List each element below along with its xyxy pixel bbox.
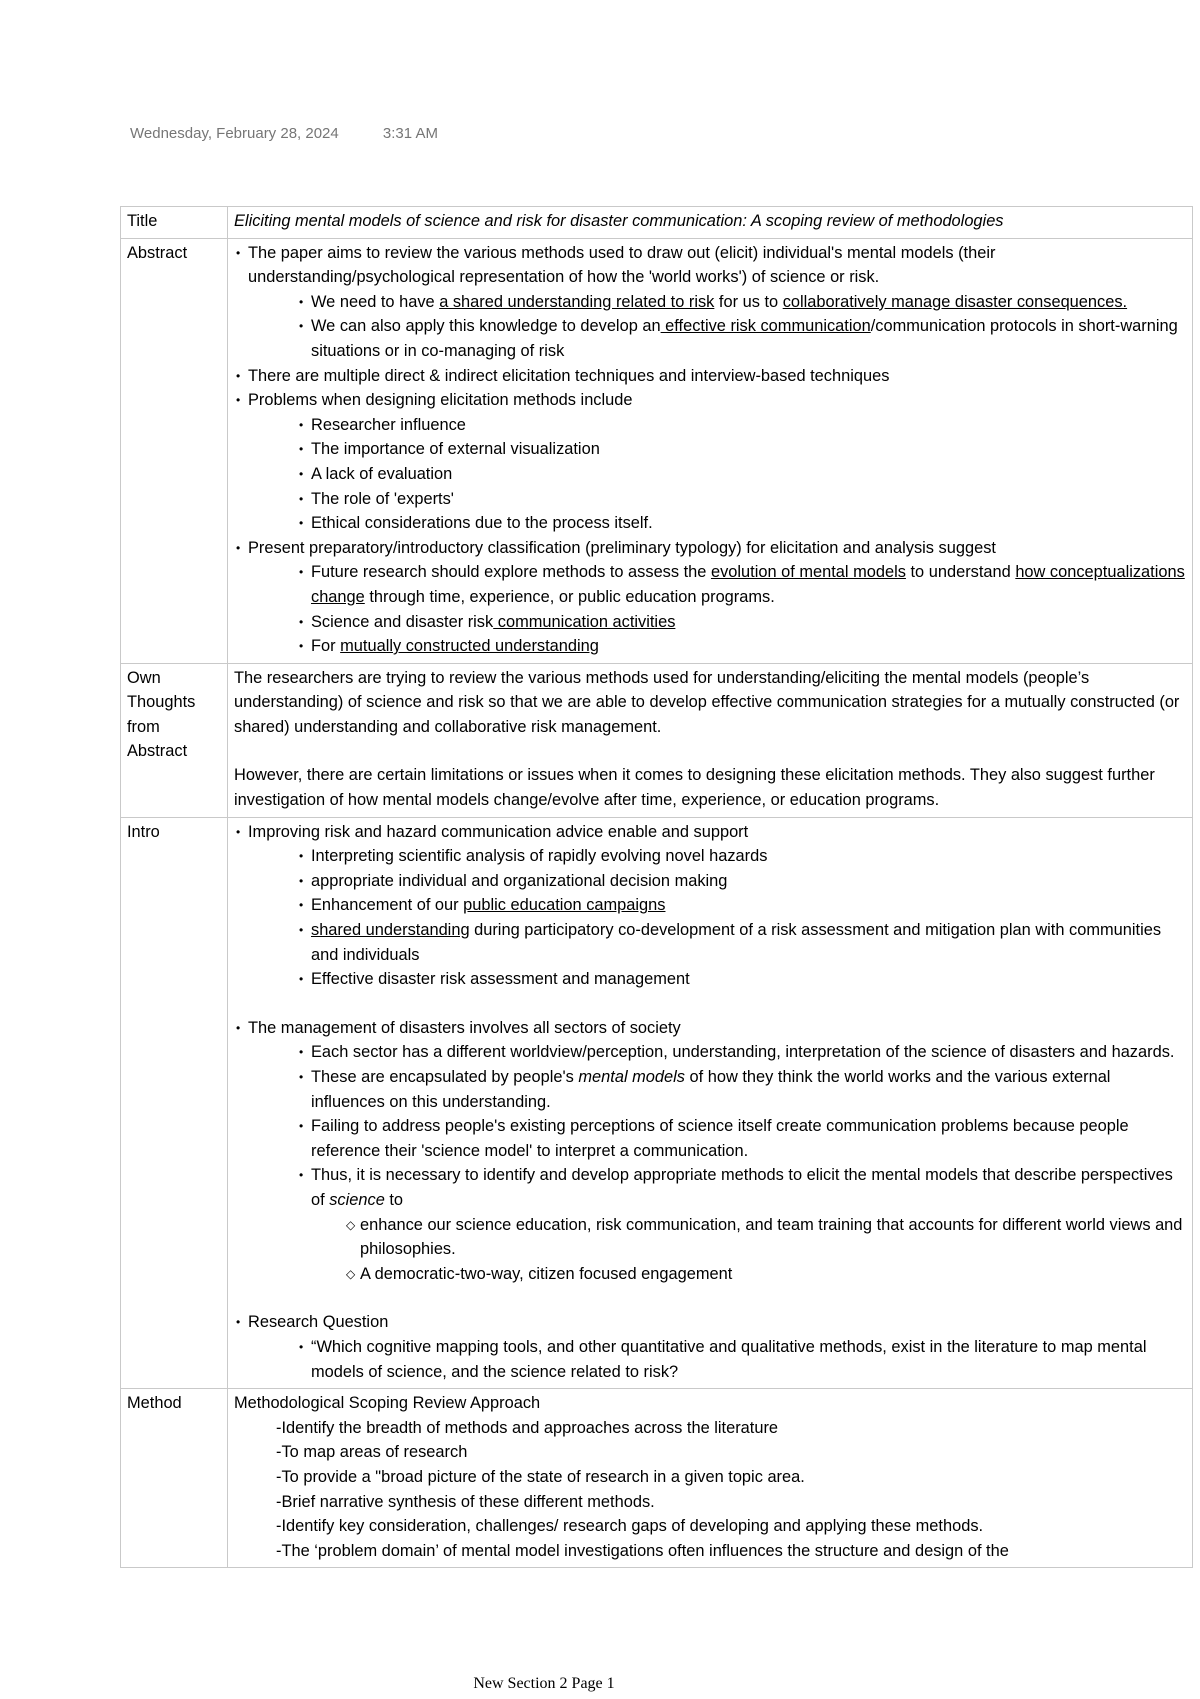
row-label-title: Title xyxy=(121,207,228,239)
list-item: • Present preparatory/introductory classification (preliminary typology) for elicitation and analysis suggest • Future research should explore methods to assess the evolution of mental models to understand how conceptualizations change through time, experience, or public education programs. • Science and disaster risk communication activities • For mutually constructed understanding xyxy=(234,536,1186,659)
notes-table xyxy=(120,206,1193,1568)
header-date: Wednesday, February 28, 2024 xyxy=(130,125,339,142)
list-item: • Research Question • “Which cognitive mapping tools, and other quantitative and qualitative methods, exist in the literature to map mental models of science, and the science related to risk? xyxy=(234,1310,1186,1384)
header-time: 3:31 AM xyxy=(382,125,438,142)
abstract-cell xyxy=(228,238,1193,663)
list-item: • Enhancement of our public education campaigns xyxy=(248,893,1186,918)
list-item: • A lack of evaluation xyxy=(248,462,1186,487)
list-item: • Failing to address people's existing perceptions of science itself create communication problems because people reference their 'science model' to interpret a communication. xyxy=(248,1114,1186,1163)
list-item: • The management of disasters involves all sectors of society • Each sector has a different worldview/perception, understanding, interpretation of the science of disasters and hazards. • These are encapsulated by people's mental models of how they think the world works and the various external influences on this understanding. • Failing to address people's existing perceptions of science itself create communication problems because people reference their 'science model' to interpret a communication. • Thus, it is necessary to identify and develop appropriate methods to elicit the mental models that describe perspectives of science to ◇ enhance our science education, risk communication, and team training that accounts for different world views and philosophies. ◇ A democratic-two-way, citizen focused engagement xyxy=(234,1016,1186,1287)
page-header xyxy=(130,125,438,142)
table-row-intro xyxy=(121,817,1193,1388)
list-item: • These are encapsulated by people's mental models of how they think the world works and the various external influences on this understanding. xyxy=(248,1065,1186,1114)
list-item: • Improving risk and hazard communication advice enable and support • Interpreting scientific analysis of rapidly evolving novel hazards • appropriate individual and organizational decision making • Enhancement of our public education campaigns • shared understanding during participatory co-development of a risk assessment and mitigation plan with communities and individuals • Effective disaster risk assessment and management xyxy=(234,820,1186,992)
method-item: -To map areas of research xyxy=(276,1443,468,1462)
table-row-title xyxy=(121,207,1193,239)
list-item: • Effective disaster risk assessment and management xyxy=(248,967,1186,992)
intro-cell xyxy=(228,817,1193,1388)
method-item: -The ‘problem domain’ of mental model investigations often influences the structure and design of the xyxy=(276,1541,1009,1560)
method-item: -Brief narrative synthesis of these different methods. xyxy=(276,1492,655,1511)
list-item: • Thus, it is necessary to identify and develop appropriate methods to elicit the mental models that describe perspectives of science to ◇ enhance our science education, risk communication, and team training that accounts for different world views and philosophies. ◇ A democratic-two-way, citizen focused engagement xyxy=(248,1163,1186,1286)
row-label-intro: Intro xyxy=(121,817,228,1388)
thoughts-paragraph-1: The researchers are trying to review the various methods used for understanding/eliciting the mental models (people’s understanding) of science and risk so that we are able to develop effective communication strategies for a mutually constructed (or shared) understanding and collaborative risk management. xyxy=(234,668,1180,736)
list-item: • The role of 'experts' xyxy=(248,487,1186,512)
list-item: • appropriate individual and organizational decision making xyxy=(248,869,1186,894)
list-item: • shared understanding during participatory co-development of a risk assessment and mitigation plan with communities and individuals xyxy=(248,918,1186,967)
method-heading: Methodological Scoping Review Approach xyxy=(234,1394,541,1413)
list-item: ◇ A democratic-two-way, citizen focused engagement xyxy=(248,1262,1186,1287)
list-item: • Ethical considerations due to the process itself. xyxy=(248,511,1186,536)
list-item: • Interpreting scientific analysis of rapidly evolving novel hazards xyxy=(248,844,1186,869)
list-item: • The paper aims to review the various methods used to draw out (elicit) individual's mental models (their understanding/psychological representation of how the 'world works') of science or risk. • We need to have a shared understanding related to risk for us to collaboratively manage disaster consequences. • We can also apply this knowledge to develop an effective risk communication/communication protocols in short-warning situations or in co-managing of risk xyxy=(234,241,1186,364)
list-item: • We need to have a shared understanding related to risk for us to collaboratively manage disaster consequences. xyxy=(248,290,1186,315)
table-row-method xyxy=(121,1389,1193,1568)
list-item: • For mutually constructed understanding xyxy=(248,634,1186,659)
method-item: -Identify the breadth of methods and approaches across the literature xyxy=(276,1418,779,1437)
row-label-abstract: Abstract xyxy=(121,238,228,663)
list-item: • Each sector has a different worldview/perception, understanding, interpretation of the science of disasters and hazards. xyxy=(248,1040,1186,1065)
page-footer: New Section 2 Page 1 xyxy=(473,1675,615,1692)
list-item: • There are multiple direct & indirect elicitation techniques and interview-based techniques xyxy=(234,364,1186,389)
method-cell xyxy=(228,1389,1193,1568)
list-item: • The importance of external visualization xyxy=(248,437,1186,462)
list-item: ◇ enhance our science education, risk communication, and team training that accounts for different world views and philosophies. xyxy=(248,1213,1186,1262)
paper-title-cell xyxy=(228,207,1193,239)
list-item: • Researcher influence xyxy=(248,413,1186,438)
method-item: -To provide a "broad picture of the state of research in a given topic area. xyxy=(276,1467,805,1486)
thoughts-cell xyxy=(228,663,1193,817)
paper-title: Eliciting mental models of science and risk for disaster communication: A scoping review of methodologies xyxy=(234,212,1004,230)
row-label-method: Method xyxy=(121,1389,228,1568)
table-row-abstract xyxy=(121,238,1193,663)
row-label-thoughts: Own Thoughts from Abstract xyxy=(121,663,228,817)
list-item: • Science and disaster risk communication activities xyxy=(248,610,1186,635)
thoughts-paragraph-2: However, there are certain limitations or issues when it comes to designing these elicitation methods. They also suggest further investigation of how mental models change/evolve after time, experience, or education programs. xyxy=(234,766,1155,810)
list-item: • We can also apply this knowledge to develop an effective risk communication/communication protocols in short-warning situations or in co-managing of risk xyxy=(248,314,1186,363)
list-item: • “Which cognitive mapping tools, and other quantitative and qualitative methods, exist in the literature to map mental models of science, and the science related to risk? xyxy=(248,1335,1186,1384)
table-row-thoughts xyxy=(121,663,1193,817)
method-item: -Identify key consideration, challenges/ research gaps of developing and applying these methods. xyxy=(276,1517,984,1536)
list-item: • Future research should explore methods to assess the evolution of mental models to understand how conceptualizations change through time, experience, or public education programs. xyxy=(248,560,1186,609)
list-item: • Problems when designing elicitation methods include • Researcher influence • The importance of external visualization • A lack of evaluation • The role of 'experts' • Ethical considerations due to the process itself. xyxy=(234,388,1186,536)
